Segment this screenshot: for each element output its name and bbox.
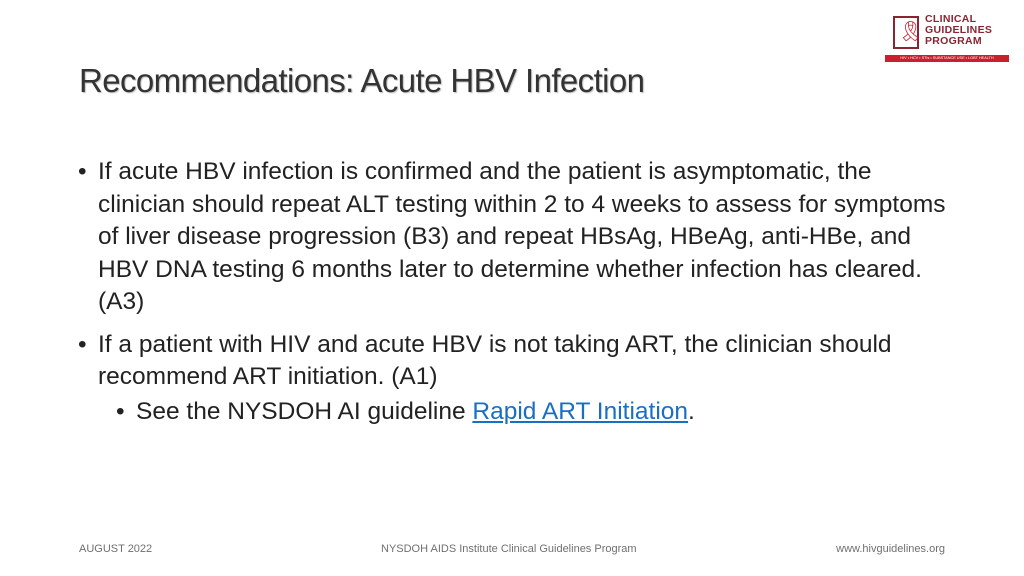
logo-wordmark	[925, 14, 992, 47]
footer-program: NYSDOH AIDS Institute Clinical Guidelines Program	[381, 543, 637, 555]
footer-date: AUGUST 2022	[79, 543, 153, 555]
awareness-ribbon-icon: 🎗	[898, 21, 924, 43]
slide-body	[78, 156, 958, 428]
logo-line-2: GUIDELINES	[925, 24, 993, 36]
logo-tagline: HIV • HCV • STIs • SUBSTANCE USE • LGBT HEALTH	[885, 55, 1009, 62]
logo-line-1: CLINICAL	[925, 13, 977, 25]
rapid-art-initiation-link[interactable]: Rapid ART Initiation	[472, 397, 689, 425]
logo-line-3: PROGRAM	[925, 35, 982, 47]
bullet-item	[78, 156, 958, 319]
bullet-marker: •	[78, 330, 87, 358]
footer-url: www.hivguidelines.org	[836, 543, 945, 555]
sub-bullet-suffix: .	[688, 397, 695, 425]
clinical-guidelines-program-logo	[885, 14, 1009, 64]
sub-bullet-item	[78, 396, 958, 429]
logo-emblem	[893, 16, 924, 49]
bullet-text: If a patient with HIV and acute HBV is not taking ART, the clinician should recommend ART initiation. (A1)	[98, 330, 892, 390]
sub-bullet-prefix: See the NYSDOH AI guideline	[136, 397, 473, 425]
bullet-item	[78, 329, 958, 394]
slide-title: Recommendations: Acute HBV Infection	[79, 62, 645, 99]
sub-bullet-marker: •	[116, 397, 125, 425]
bullet-text: If acute HBV infection is confirmed and the patient is asymptomatic, the clinician should repeat ALT testing within 2 to 4 weeks to assess for symptoms of liver disease progression (B3) and repeat HBsAg, HBeAg, anti-HBe, and HBV DNA testing 6 months later to determine whether infection has cleared. (A3)	[98, 158, 946, 315]
bullet-marker: •	[78, 158, 87, 185]
